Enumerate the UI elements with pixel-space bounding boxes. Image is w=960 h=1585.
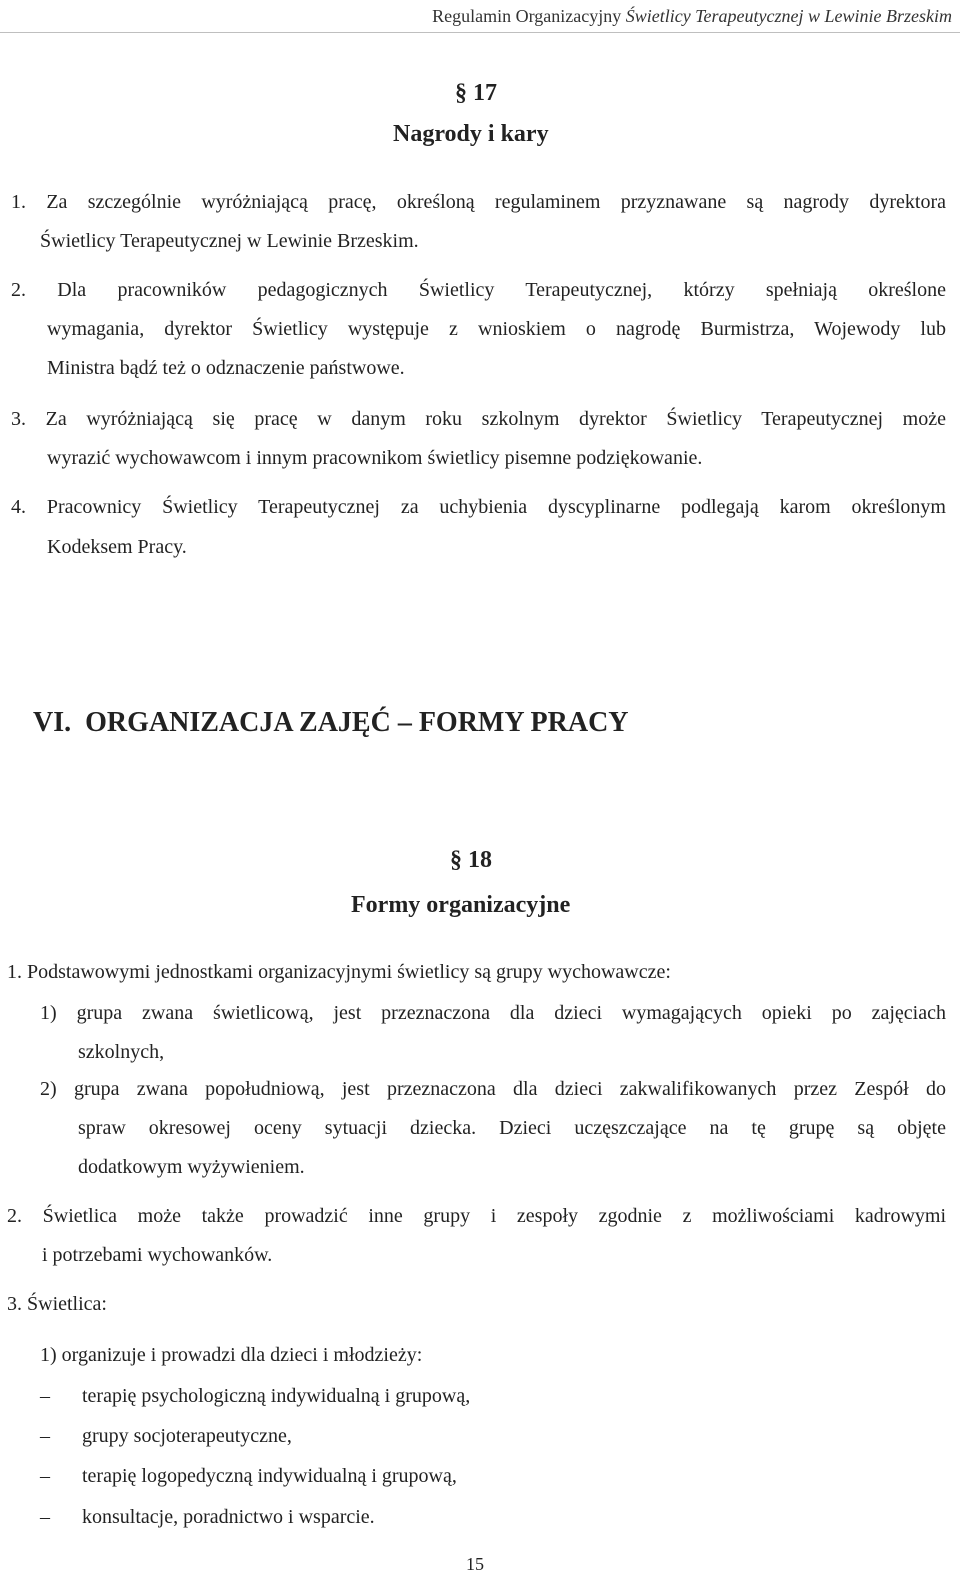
bullet-text: konsultacje, poradnictwo i wsparcie. [82, 1506, 375, 1528]
s17-p4-text1: 4. Pracownicy Świetlicy Terapeutycznej za uchybienia dyscyplinarne podlegają karom określonym [11, 496, 946, 518]
s18-p1-2-line3: dodatkowym wyżywieniem. [78, 1156, 305, 1178]
dash-icon: – [40, 1465, 50, 1487]
header-prefix: Regulamin Organizacyjny [432, 6, 626, 26]
s17-p2-line2 [47, 317, 946, 341]
s17-p1-line1 [11, 190, 946, 214]
bullet-item [40, 1464, 457, 1488]
header-title [432, 6, 952, 27]
chapter-heading: VI. ORGANIZACJA ZAJĘĆ – FORMY PRACY [33, 707, 629, 738]
s17-p1-text1: 1. Za szczególnie wyróżniającą pracę, określoną regulaminem przyznawane są nagrody dyrektora [11, 191, 946, 213]
s18-p1-1-line2: szkolnych, [78, 1041, 165, 1063]
s18-p2-line2: i potrzebami wychowanków. [42, 1244, 273, 1266]
s18-p1-1-text1: 1) grupa zwana świetlicową, jest przeznaczona dla dzieci wymagających opieki po zajęciach [40, 1002, 946, 1024]
section-17-title: Nagrody i kary [393, 121, 549, 147]
dash-icon: – [40, 1385, 50, 1407]
s18-p2-text1: 2. Świetlica może także prowadzić inne grupy i zespoły zgodnie z możliwościami kadrowymi [7, 1205, 946, 1227]
s17-p3-line1 [11, 407, 946, 431]
bullet-item [40, 1384, 471, 1408]
s18-p1-1-line1 [40, 1001, 946, 1025]
page-number: 15 [466, 1554, 484, 1574]
bullet-item [40, 1424, 292, 1448]
s17-p2-text1: 2. Dla pracowników pedagogicznych Świetlicy Terapeutycznej, którzy spełniają określone [11, 279, 946, 301]
dash-icon: – [40, 1425, 50, 1447]
section-17-number: § 17 [455, 80, 497, 106]
dash-icon: – [40, 1506, 50, 1528]
bullet-item [40, 1505, 375, 1529]
s17-p3-line2: wyrazić wychowawcom i innym pracownikom świetlicy pisemne podziękowanie. [47, 447, 703, 469]
bullet-text: terapię psychologiczną indywidualną i grupową, [82, 1385, 471, 1407]
s18-p3-1: 1) organizuje i prowadzi dla dzieci i młodzieży: [40, 1344, 423, 1366]
bullet-text: terapię logopedyczną indywidualną i grupową, [82, 1465, 457, 1487]
s17-p2-line3: Ministra bądź też o odznaczenie państwowe. [47, 357, 405, 379]
s18-p1-2-text2: spraw okresowej oceny sytuacji dziecka. Dzieci uczęszczające na tę grupę są objęte [78, 1117, 946, 1139]
s17-p1-line2: Świetlicy Terapeutycznej w Lewinie Brzeskim. [40, 230, 419, 252]
section-18-number: § 18 [450, 847, 492, 873]
s17-p4-line2: Kodeksem Pracy. [47, 536, 187, 558]
s17-p2-text2: wymagania, dyrektor Świetlicy występuje z wnioskiem o nagrodę Burmistrza, Wojewody lub [47, 318, 946, 340]
section-18-title: Formy organizacyjne [351, 892, 571, 918]
s17-p3-text1: 3. Za wyróżniającą się pracę w danym roku szkolnym dyrektor Świetlicy Terapeutycznej może [11, 408, 946, 430]
header-italic: Świetlicy Terapeutycznej w Lewinie Brzeskim [625, 6, 952, 26]
s18-p3: 3. Świetlica: [7, 1293, 107, 1315]
s18-p1: 1. Podstawowymi jednostkami organizacyjnymi świetlicy są grupy wychowawcze: [7, 961, 671, 983]
s18-p1-2-line2 [78, 1116, 946, 1140]
s18-p1-2-line1 [40, 1077, 946, 1101]
bullet-text: grupy socjoterapeutyczne, [82, 1425, 292, 1447]
s17-p2-line1 [11, 278, 946, 302]
page-header [0, 0, 960, 33]
s17-p4-line1 [11, 495, 946, 519]
s18-p2-line1 [7, 1204, 946, 1228]
s18-p1-2-text1: 2) grupa zwana popołudniową, jest przeznaczona dla dzieci zakwalifikowanych przez Zespół do [40, 1078, 946, 1100]
